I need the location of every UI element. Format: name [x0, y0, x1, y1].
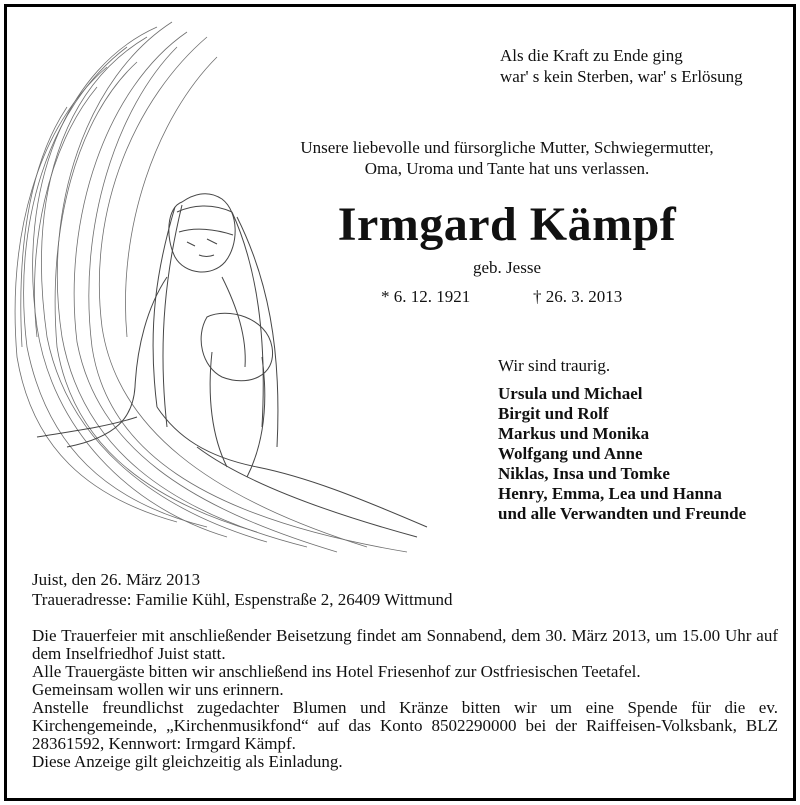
death-date: † 26. 3. 2013 — [533, 287, 623, 306]
place-date: Juist, den 26. März 2013 — [32, 570, 201, 589]
info-paragraph: Gemeinsam wollen wir uns erinnern. — [32, 680, 284, 699]
motto-line-2: war' s kein Sterben, war' s Erlösung — [500, 67, 743, 86]
mourner-name: Birgit und Rolf — [498, 404, 609, 423]
mourners-lead: Wir sind traurig. — [498, 356, 611, 375]
maiden-name: geb. Jesse — [473, 258, 541, 277]
mourner-name: Wolfgang und Anne — [498, 444, 643, 463]
birth-date: * 6. 12. 1921 — [381, 287, 471, 306]
mourner-name: Ursula und Michael — [498, 384, 643, 403]
obituary-notice — [4, 4, 796, 801]
motto-line-1: Als die Kraft zu Ende ging — [500, 46, 683, 65]
intro-line-1: Unsere liebevolle und fürsorgliche Mutter, Schwiegermutter, — [300, 138, 714, 157]
mourner-name: Markus und Monika — [498, 424, 650, 443]
mourner-name: Henry, Emma, Lea und Hanna — [498, 484, 722, 503]
info-paragraph: Alle Trauergäste bitten wir anschließend ins Hotel Friesenhof zur Ostfriesischen Teetafel. — [32, 662, 641, 681]
funeral-info — [32, 627, 778, 771]
mourner-name: und alle Verwandten und Freunde — [498, 504, 747, 523]
info-paragraph: Anstelle freundlichst zugedachter Blumen und Kränze bitten wir um eine Spende für die ev. Kirchengemeinde, „Kirchenmusikfond“ auf das Konto 8502290000 bei der Raiffeisen-Volksbank, BLZ 28361592, Kennwort: Irmgard Kämpf. — [32, 698, 778, 753]
place-address-block — [32, 570, 452, 610]
info-paragraph: Die Trauerfeier mit anschließender Beisetzung findet am Sonnabend, dem 30. März 2013, um 15.00 Uhr auf dem Inselfriedhof Juist statt. — [32, 626, 778, 663]
mourners-block — [498, 356, 746, 524]
motto — [500, 45, 743, 87]
mourning-address: Traueradresse: Familie Kühl, Espenstraße 2, 26409 Wittmund — [32, 590, 453, 609]
info-paragraph: Diese Anzeige gilt gleichzeitig als Einladung. — [32, 752, 343, 771]
intro-line-2: Oma, Uroma und Tante hat uns verlassen. — [364, 159, 650, 178]
mourner-name: Niklas, Insa und Tomke — [498, 464, 670, 483]
deceased-name: Irmgard Kämpf — [337, 198, 677, 251]
intro-text — [267, 137, 747, 179]
